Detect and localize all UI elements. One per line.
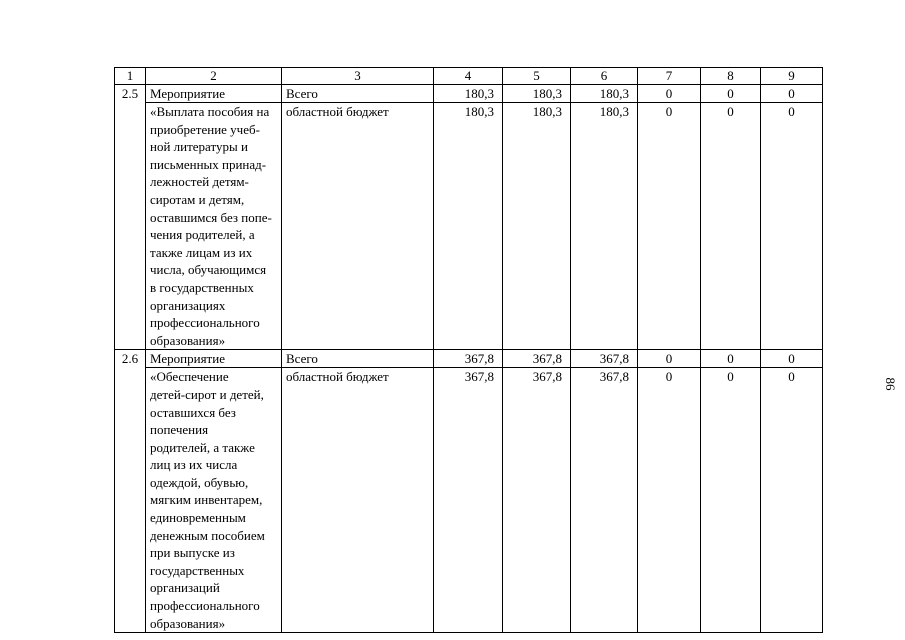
column-header: 6	[571, 68, 638, 85]
table-row-total	[115, 350, 823, 368]
source-value: 0	[761, 368, 823, 633]
description-line: сиротам и детям,	[150, 191, 245, 207]
description-line: «Выплата пособия на	[150, 104, 270, 119]
measure-description	[146, 368, 282, 633]
total-value: 180,3	[434, 85, 503, 103]
source-label: областной бюджет	[282, 368, 434, 633]
column-header: 9	[761, 68, 823, 85]
description-line: числа, обучающимся	[150, 262, 267, 278]
total-label: Всего	[282, 85, 434, 103]
total-value: 0	[638, 85, 701, 103]
page-number: 86	[883, 377, 898, 391]
row-code: 2.5	[115, 85, 146, 350]
source-value: 0	[761, 103, 823, 350]
table-row-source	[115, 103, 823, 350]
description-line: организаций	[150, 580, 220, 596]
source-value: 180,3	[434, 103, 503, 350]
description-line: при выпуске из	[150, 545, 235, 561]
source-value: 0	[638, 368, 701, 633]
total-value: 0	[638, 350, 701, 368]
source-value: 367,8	[434, 368, 503, 633]
description-line: лежностей детям-	[150, 174, 249, 190]
column-header: 2	[146, 68, 282, 85]
description-line: государственных	[150, 562, 245, 578]
total-value: 180,3	[571, 85, 638, 103]
total-label: Всего	[282, 350, 434, 368]
column-header: 4	[434, 68, 503, 85]
description-line: профессионального	[150, 315, 260, 331]
description-line: оставшихся без	[150, 404, 236, 420]
description-line: лиц из их числа	[150, 457, 238, 473]
row-code: 2.6	[115, 350, 146, 633]
description-line: оставшимся без попе-	[150, 209, 272, 225]
source-label: областной бюджет	[282, 103, 434, 350]
description-line: попечения	[150, 422, 209, 438]
description-line: детей-сирот и детей,	[150, 386, 264, 402]
description-line: «Обеспечение	[150, 369, 229, 385]
description-line: приобретение учеб-	[150, 121, 260, 137]
total-value: 367,8	[503, 350, 571, 368]
total-value: 180,3	[503, 85, 571, 103]
total-value: 0	[761, 350, 823, 368]
description-line: профессионального	[150, 598, 260, 614]
description-line: в государственных	[150, 279, 254, 295]
total-value: 0	[761, 85, 823, 103]
description-line: единовременным	[150, 510, 246, 526]
description-line: образования»	[150, 332, 226, 348]
total-value: 0	[701, 85, 761, 103]
budget-table	[114, 67, 823, 633]
measure-title: Мероприятие	[146, 85, 282, 103]
description-line: письменных принад-	[150, 156, 267, 172]
source-value: 367,8	[571, 368, 638, 633]
description-line: организациях	[150, 297, 226, 313]
description-line: одеждой, обувью,	[150, 474, 249, 490]
description-line: также лицам из их	[150, 244, 253, 260]
column-header: 1	[115, 68, 146, 85]
source-value: 0	[701, 368, 761, 633]
measure-title: Мероприятие	[146, 350, 282, 368]
column-header: 8	[701, 68, 761, 85]
table-row-total	[115, 85, 823, 103]
description-line: образования»	[150, 615, 226, 631]
source-value: 0	[638, 103, 701, 350]
table-header-row	[115, 68, 823, 85]
column-header: 5	[503, 68, 571, 85]
description-line: денежным пособием	[150, 527, 265, 543]
source-value: 180,3	[571, 103, 638, 350]
source-value: 0	[701, 103, 761, 350]
description-line: родителей, а также	[150, 439, 255, 455]
source-value: 180,3	[503, 103, 571, 350]
description-line: мягким инвентарем,	[150, 492, 263, 508]
measure-description	[146, 103, 282, 350]
total-value: 367,8	[571, 350, 638, 368]
column-header: 7	[638, 68, 701, 85]
total-value: 367,8	[434, 350, 503, 368]
description-line: ной литературы и	[150, 139, 248, 155]
column-header: 3	[282, 68, 434, 85]
description-line: чения родителей, а	[150, 227, 255, 243]
source-value: 367,8	[503, 368, 571, 633]
total-value: 0	[701, 350, 761, 368]
table-row-source	[115, 368, 823, 633]
